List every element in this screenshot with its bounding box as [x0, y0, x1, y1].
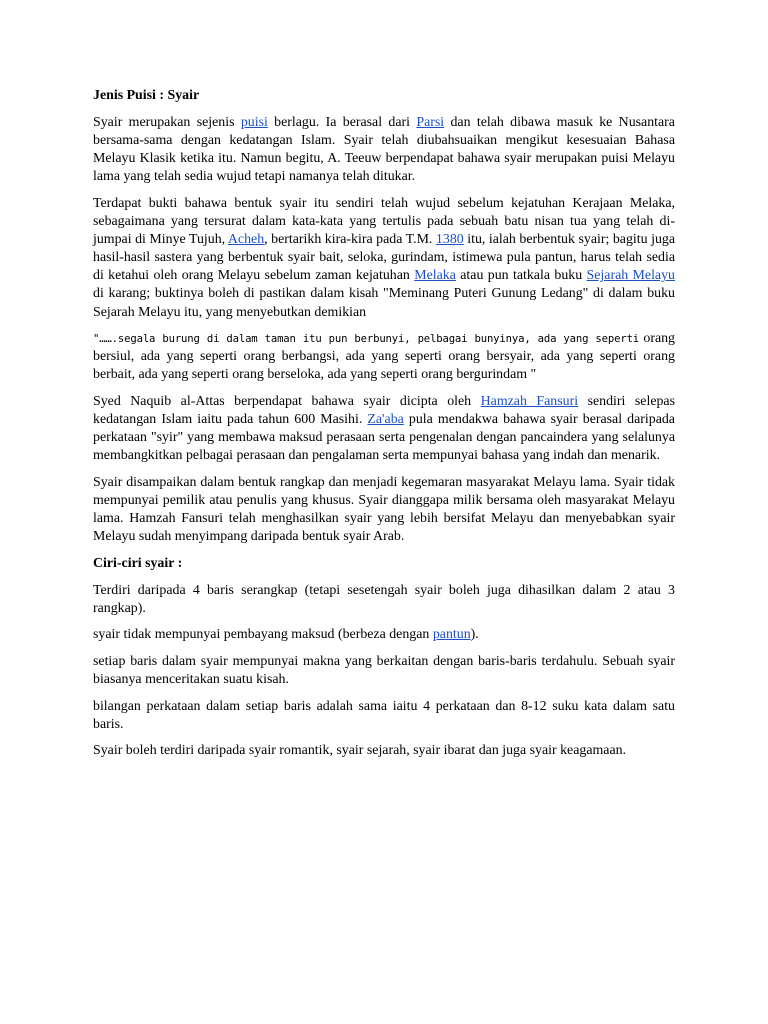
text-span: Terdapat bukti bahawa bentuk syair itu sendiri telah wujud sebelum kejatuhan Kerajaan Melaka, sebagaimana yang tersurat dalam kata-kata yang tertulis pada sebuah batu nisan tua yang telah di-jumpai di Minye Tujuh,: [93, 195, 675, 248]
text-span: atau pun tatkala buku: [455, 268, 587, 284]
paragraph-intro: [93, 114, 675, 186]
text-span: di karang; buktinya boleh di pastikan dalam kisah "Meminang Puteri Gunung Ledang" di dalam buku Sejarah Melayu itu, yang menyebutkan demikian: [93, 286, 675, 320]
list-item-ciri-2: [93, 626, 675, 644]
text-span: pula mendakwa bahawa syair berasal daripada perkataan "syir" yang membawa maksud perasaan serta pengenalan dengan pancaindera yang selalunya membangkitkan pelbagai perasaan dan pengalaman serta mempunyai bahasa yang indah dan menarik.: [93, 412, 675, 464]
list-item-ciri-4: bilangan perkataan dalam setiap baris adalah sama iaitu 4 perkataan dan 8-12 suku kata dalam satu baris.: [93, 698, 675, 732]
paragraph-delivery: Syair disampaikan dalam bentuk rangkap dan menjadi kegemaran masyarakat Melayu lama. Syair tidak mempunyai pemilik atau penulis yang khusus. Syair dianggapa milik bersama oleh masyarakat Melayu lama. Hamzah Fansuri telah menghasilkan syair yang lebih bersifat Melayu dan menyebabkan syair Melayu sudah menyimpang daripada bentuk syair Arab.: [93, 474, 675, 545]
link-sejarah-melayu[interactable]: Sejarah Melayu: [586, 268, 675, 284]
link-parsi[interactable]: Parsi: [416, 115, 445, 131]
list-item-ciri-1: Terdiri daripada 4 baris serangkap (tetapi sesetengah syair boleh juga dihasilkan dalam 2 atau 3 rangkap).: [93, 582, 675, 616]
text-span: orang bersiul, ada yang seperti orang berbangsi, ada yang seperti orang bersyair, ada yang seperti orang berbait, ada yang seperti orang berseloka, ada yang seperti orang bergurindam ": [93, 331, 675, 383]
quote-lead-text: "…….segala burung di dalam taman itu pun berbunyi, pelbagai bunyinya, ada yang seperti: [93, 333, 640, 346]
link-acheh[interactable]: Acheh: [227, 232, 265, 248]
paragraph-evidence: [93, 195, 675, 322]
list-item-ciri-3: setiap baris dalam syair mempunyai makna yang berkaitan dengan baris-baris terdahulu. Sebuah syair biasanya menceritakan suatu kisah.: [93, 654, 675, 688]
text-span: Syed Naquib al-Attas berpendapat bahawa syair dicipta oleh: [93, 393, 481, 409]
text-span: Syair merupakan sejenis: [93, 115, 241, 131]
paragraph-quote: [93, 330, 675, 384]
text-span: , bertarikh kira-kira pada T.M.: [264, 232, 436, 248]
link-melaka[interactable]: Melaka: [414, 268, 456, 284]
paragraph-origin: [93, 393, 675, 465]
text-span: itu, ialah berbentuk syair; bagitu juga hasil-hasil sastera yang berbentuk syair bait, seloka, gurindam, istimewa pula pantun, harus telah sedia di ketahui oleh orang Melayu sebelum zaman kejatuhan: [93, 232, 676, 284]
link-puisi[interactable]: puisi: [240, 115, 268, 131]
document-body: [93, 87, 675, 769]
link-pantun[interactable]: pantun: [432, 627, 471, 643]
text-span: ).: [470, 627, 479, 643]
document-title: Jenis Puisi : Syair: [93, 88, 200, 103]
list-item-ciri-5: Syair boleh terdiri daripada syair romantik, syair sejarah, syair ibarat dan juga syair keagamaan.: [93, 743, 627, 759]
text-span: sendiri selepas kedatangan Islam iaitu pada tahun 600 Masihi.: [93, 393, 676, 427]
link-hamzah-fansuri[interactable]: Hamzah Fansuri: [480, 393, 579, 409]
text-span: dan telah dibawa masuk ke Nusantara bersama-sama dengan kedatangan Islam. Syair telah diubahsuaikan mengikut kesesuaian Bahasa Melayu Klasik ketika itu. Namun begitu, A. Teeuw berpendapat bahawa syair merupakan puisi Melayu lama yang telah sedia wujud tetapi namanya telah ditukar.: [93, 115, 675, 185]
section-heading-ciri: Ciri-ciri syair :: [93, 555, 183, 571]
link-zaaba[interactable]: Za'aba: [367, 412, 404, 427]
text-span: berlagu. Ia berasal dari: [267, 115, 417, 131]
link-1380[interactable]: 1380: [435, 232, 464, 248]
text-span: syair tidak mempunyai pembayang maksud (berbeza dengan: [93, 627, 433, 643]
